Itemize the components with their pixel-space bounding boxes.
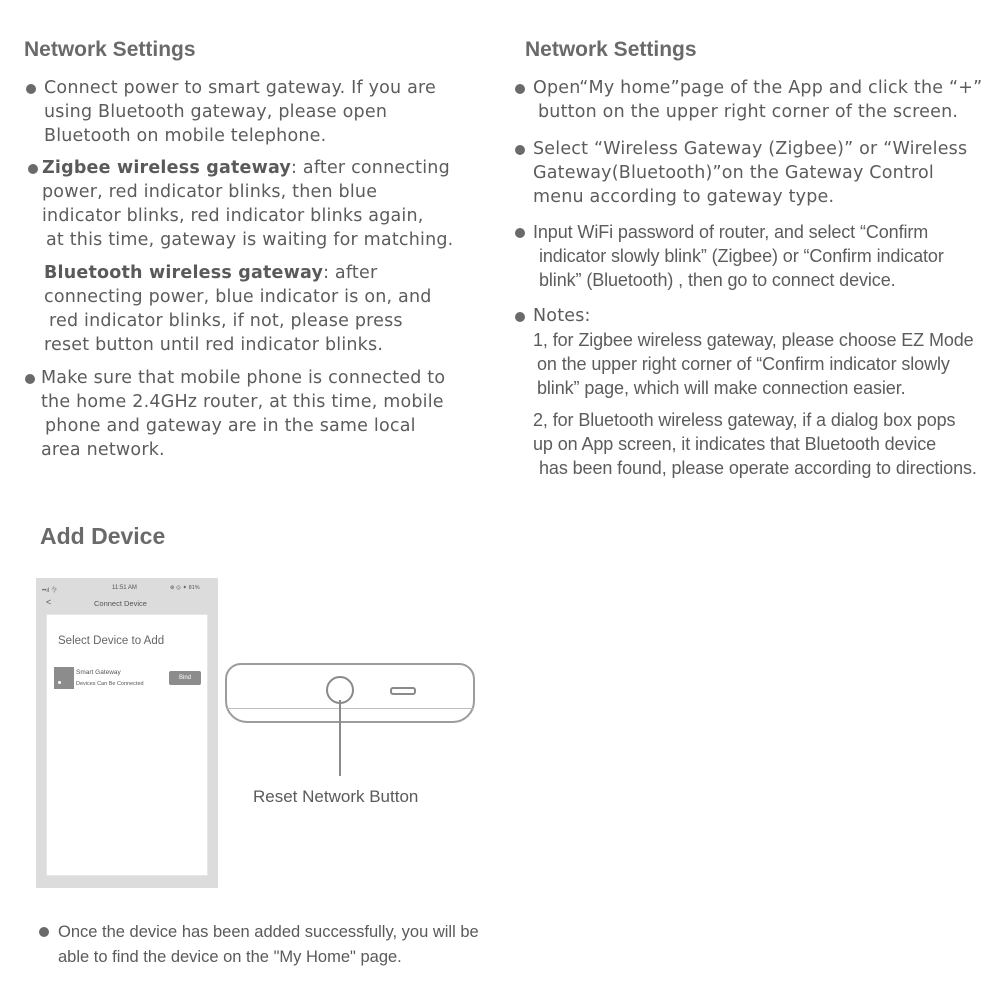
reset-button-caption: Reset Network Button (253, 787, 419, 806)
right-bullet-3: Input WiFi password of router, and select “Confirm indicator slowly blink” (Zigbee) or “Confirm indicator blink” (Bluetooth) , then go to connect device. (533, 220, 983, 292)
left-column (41, 76, 484, 462)
device-status: Devices Can Be Connected (76, 681, 144, 687)
bullet-dot-icon (515, 228, 525, 238)
left-bullet-1: Connect power to smart gateway. If you are using Bluetooth gateway, please open Bluetooth on mobile telephone. (44, 76, 484, 148)
gateway-thumbnail-icon (54, 667, 74, 689)
gateway-device-illustration (225, 663, 475, 723)
right-note-2: 2, for Bluetooth wireless gateway, if a dialog box pops up on App screen, it indicates that Bluetooth device has been found, please operate according to directions. (533, 410, 977, 478)
status-battery-icon: ⊗ ◎ ✦ 81% (170, 585, 200, 591)
bullet-dot-icon (515, 312, 525, 322)
add-device-heading: Add Device (40, 523, 166, 549)
back-chevron-icon[interactable]: < (46, 597, 52, 607)
select-device-label: Select Device to Add (58, 635, 165, 647)
left-heading: Network Settings (24, 38, 196, 61)
bullet-dot-icon (26, 84, 36, 94)
left-bullet-2: Zigbee wireless gateway: after connecting power, red indicator blinks, then blue indicator blinks, red indicator blinks again, at this time, gateway is waiting for matching. (44, 156, 484, 252)
right-column (533, 76, 983, 480)
add-device-note: Once the device has been added successfully, you will be able to find the device on the "My Home" page. (58, 920, 479, 970)
right-bullet-1: Open“My home”page of the App and click the “+” button on the upper right corner of the screen. (533, 76, 983, 124)
screen-title: Connect Device (94, 599, 147, 608)
bind-button[interactable]: Bind (169, 671, 201, 685)
status-time: 11:51 AM (112, 585, 137, 591)
usb-port-icon (390, 687, 416, 695)
right-heading: Network Settings (525, 38, 697, 61)
bullet-dot-icon (515, 84, 525, 94)
device-name: Smart Gateway (76, 669, 121, 676)
status-signal-icon: ••ıl 令 (42, 588, 57, 594)
caption-leader-line (339, 700, 341, 776)
phone-mockup (36, 578, 218, 888)
right-notes: Notes: (533, 304, 983, 328)
bullet-dot-icon (25, 374, 35, 384)
right-bullet-2: Select “Wireless Gateway (Zigbee)” or “Wireless Gateway(Bluetooth)”on the Gateway Control menu according to gateway type. (533, 137, 983, 209)
bullet-dot-icon (39, 927, 49, 937)
left-bullet-2b: Bluetooth wireless gateway: after connecting power, blue indicator is on, and red indicator blinks, if not, please press reset button until red indicator blinks. (44, 263, 432, 355)
phone-screen (46, 614, 208, 876)
bullet-dot-icon (28, 164, 38, 174)
bullet-dot-icon (515, 145, 525, 155)
right-note-1: 1, for Zigbee wireless gateway, please choose EZ Mode on the upper right corner of “Confirm indicator slowly blink” page, which will make connection easier. (533, 330, 974, 398)
left-bullet-3: Make sure that mobile phone is connected to the home 2.4GHz router, at this time, mobile phone and gateway are in the same local area network. (44, 366, 484, 462)
